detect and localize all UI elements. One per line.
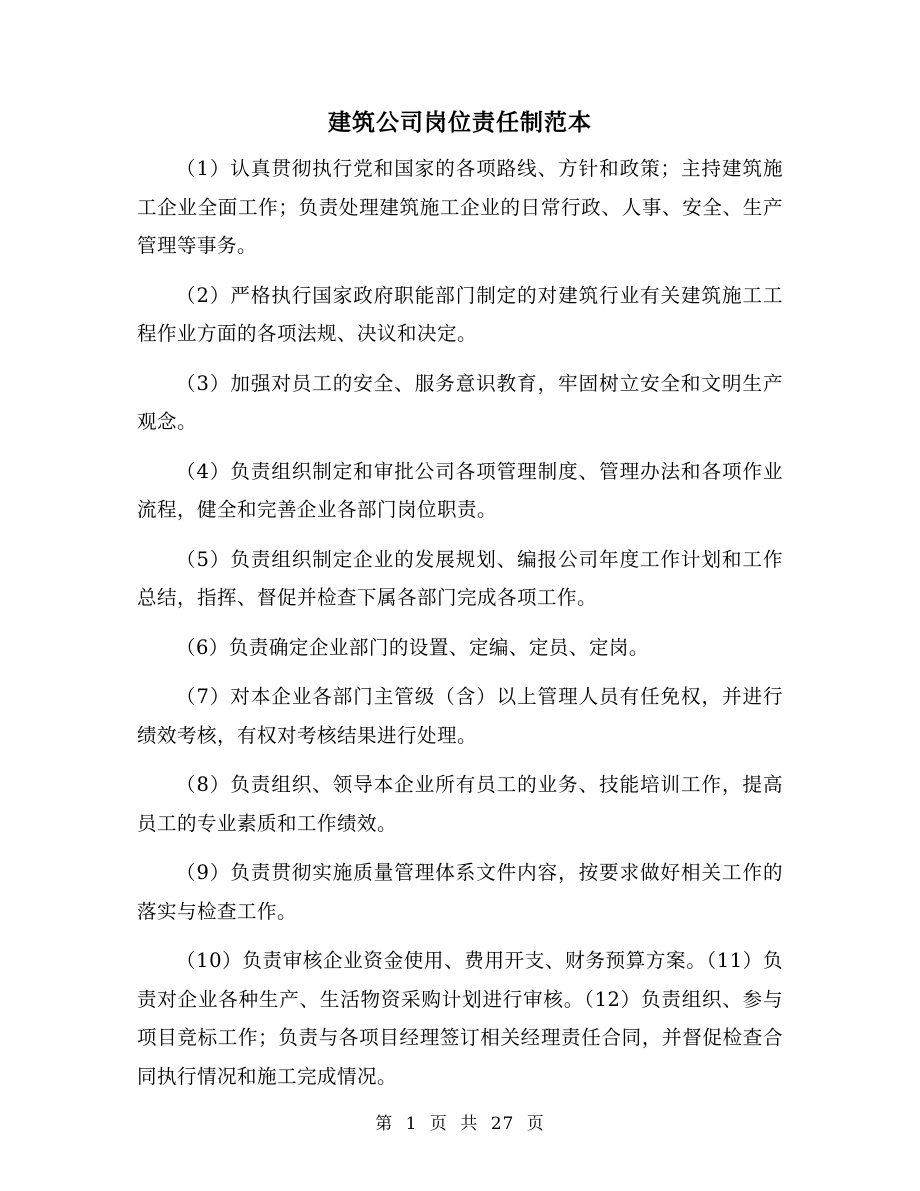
- paragraph-4: （4）负责组织制定和审批公司各项管理制度、管理办法和各项作业流程，健全和完善企业各部门岗位职责。: [137, 459, 783, 521]
- paragraph-5: （5）负责组织制定企业的发展规划、编报公司年度工作计划和工作总结，指挥、督促并检查下属各部门完成各项工作。: [137, 547, 783, 609]
- document-body: [137, 150, 783, 1107]
- paragraph-1: （1）认真贯彻执行党和国家的各项路线、方针和政策；主持建筑施工企业全面工作；负责处理建筑施工企业的日常行政、人事、安全、生产管理等事务。: [137, 157, 783, 257]
- paragraph-9: （9）负责贯彻实施质量管理体系文件内容，按要求做好相关工作的落实与检查工作。: [137, 861, 783, 923]
- paragraph-6: （6）负责确定企业部门的设置、定编、定员、定岗。: [176, 635, 649, 659]
- paragraph-10: （10）负责审核企业资金使用、费用开支、财务预算方案。（11）负责对企业各种生产、生活物资采购计划进行审核。（12）负责组织、参与项目竞标工作；负责与各项目经理签订相关经理责任合同，并督促检查合同执行情况和施工完成情况。: [137, 949, 783, 1088]
- paragraph-7: （7）对本企业各部门主管级（含）以上管理人员有任免权，并进行绩效考核，有权对考核结果进行处理。: [137, 685, 783, 747]
- paragraph-2: （2）严格执行国家政府职能部门制定的对建筑行业有关建筑施工工程作业方面的各项法规、决议和决定。: [137, 283, 783, 345]
- paragraph-8: （8）负责组织、领导本企业所有员工的业务、技能培训工作，提高员工的专业素质和工作绩效。: [137, 773, 783, 835]
- document-title: 建筑公司岗位责任制范本: [328, 109, 592, 136]
- paragraph-3: （3）加强对员工的安全、服务意识教育，牢固树立安全和文明生产观念。: [137, 371, 783, 433]
- page-number: 第 1 页 共 27 页: [375, 1114, 545, 1134]
